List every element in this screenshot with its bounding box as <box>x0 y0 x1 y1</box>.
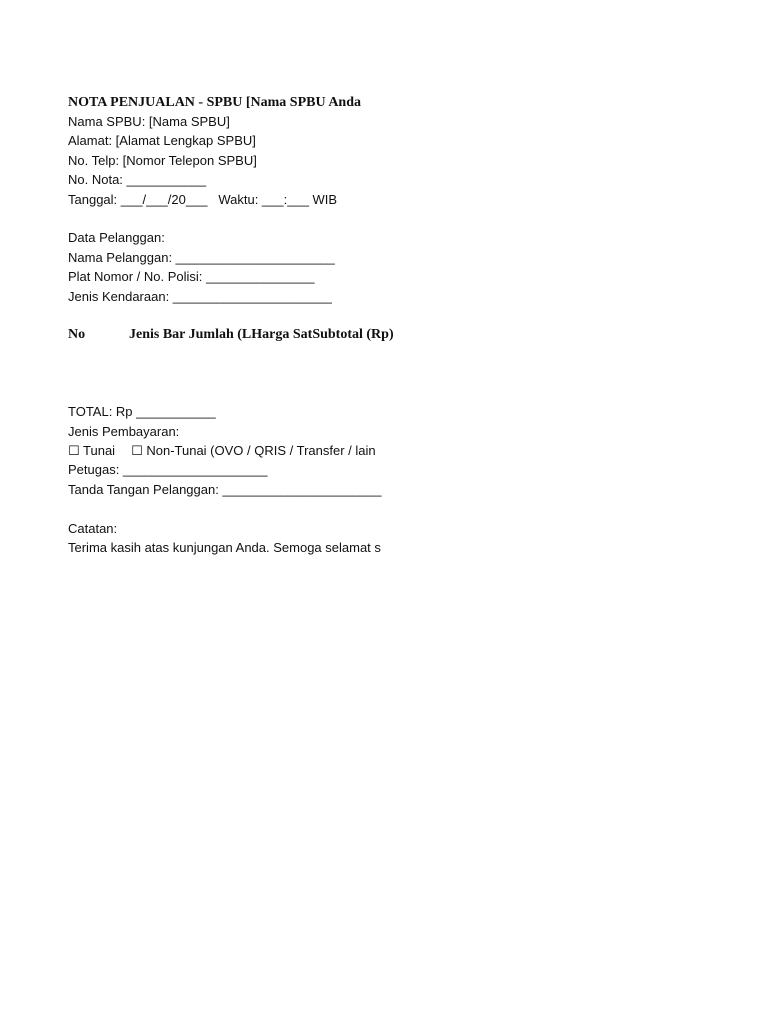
items-table-header <box>68 325 708 344</box>
spacer <box>68 209 708 228</box>
payment-options <box>68 441 708 460</box>
phone-line: No. Telp: [Nomor Telepon SPBU] <box>68 152 257 168</box>
customer-heading: Data Pelanggan: <box>68 230 165 246</box>
notes-text: Terima kasih atas kunjungan Anda. Semoga selamat s <box>68 540 381 556</box>
station-name-line: Nama SPBU: [Nama SPBU] <box>68 114 230 129</box>
signature-line: Tanda Tangan Pelanggan: ______________________ <box>68 481 382 497</box>
option-noncash-label: Non-Tunai (OVO / QRIS / Transfer / lain <box>142 443 376 459</box>
spacer <box>68 306 708 325</box>
date-time-line: Tanggal: ___/___/20___ Waktu: ___:___ WIB <box>68 191 338 207</box>
total-line: TOTAL: Rp ___________ <box>68 404 216 420</box>
customer-name-line: Nama Pelanggan: ______________________ <box>68 249 335 265</box>
document-title: NOTA PENJUALAN - SPBU [Nama SPBU Anda <box>68 95 361 110</box>
notes-heading: Catatan: <box>68 520 118 536</box>
column-header-no: No <box>68 327 86 343</box>
items-table-body <box>68 344 708 402</box>
checkbox-icon[interactable]: ☐ <box>131 444 143 460</box>
receipt-content <box>68 93 708 557</box>
officer-line: Petugas: ____________________ <box>68 462 268 478</box>
address-line: Alamat: [Alamat Lengkap SPBU] <box>68 133 256 149</box>
plate-number-line: Plat Nomor / No. Polisi: _______________ <box>68 269 315 285</box>
payment-method-label: Jenis Pembayaran: <box>68 423 180 439</box>
column-headers: Jenis Bar Jumlah (LHarga SatSubtotal (Rp) <box>129 327 394 343</box>
checkbox-icon[interactable]: ☐ <box>68 444 80 460</box>
option-cash-label: Tunai <box>79 443 116 459</box>
receipt-number-line: No. Nota: ___________ <box>68 172 207 188</box>
vehicle-type-line: Jenis Kendaraan: ______________________ <box>68 288 332 304</box>
spacer <box>68 499 708 518</box>
